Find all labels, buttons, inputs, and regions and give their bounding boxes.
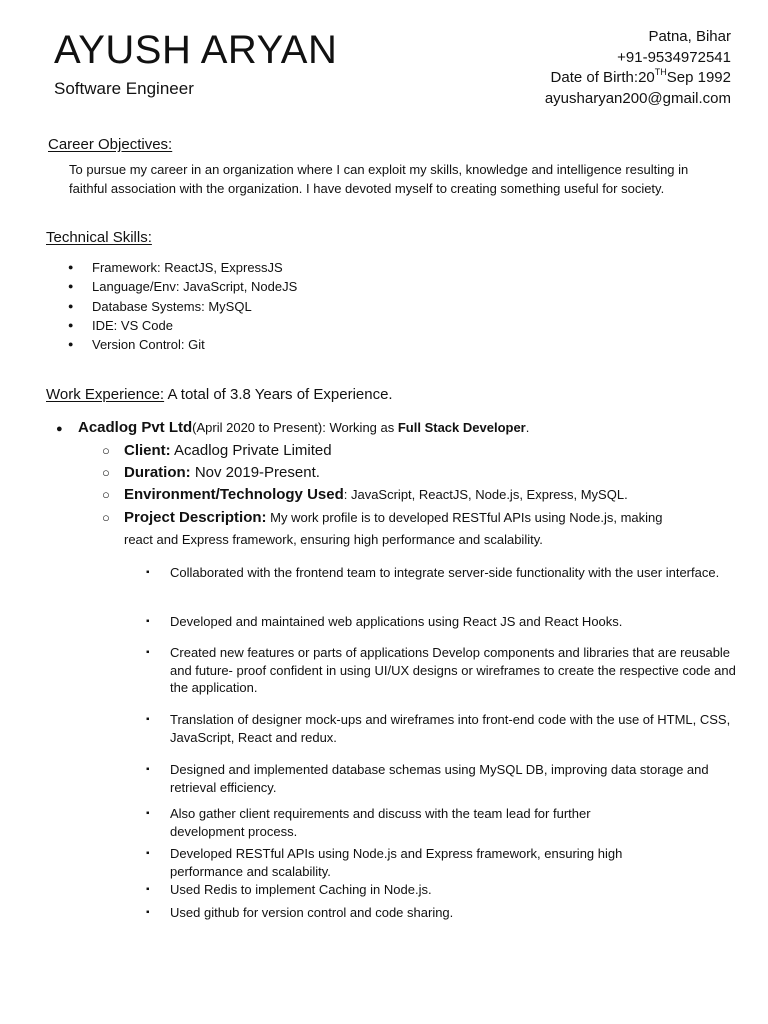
- environment-label: Environment/Technology Used: [124, 486, 344, 503]
- list-item: ● Version Control: Git: [68, 335, 297, 354]
- responsibility-text: Used Redis to implement Caching in Node.js.: [170, 882, 432, 897]
- list-item: ● Database Systems: MySQL: [68, 297, 297, 316]
- candidate-title: Software Engineer: [54, 79, 194, 98]
- dob-superscript: TH: [654, 67, 667, 77]
- phone-text: +91-9534972541: [617, 48, 731, 66]
- responsibility-text: Collaborated with the frontend team to integrate server-side functionality with the user interface.: [170, 565, 720, 580]
- bullet-icon: ●: [56, 423, 63, 435]
- circle-bullet-icon: ○: [102, 510, 110, 525]
- list-item: ● Language/Env: JavaScript, NodeJS: [68, 277, 297, 296]
- project-description-value: My work profile is to developed RESTful APIs using Node.js, making: [266, 510, 663, 525]
- responsibility-text: Also gather client requirements and discuss with the team lead for further development process.: [170, 806, 591, 839]
- square-bullet-icon: ▪: [146, 848, 150, 859]
- square-bullet-icon: ▪: [146, 884, 150, 895]
- responsibility-text: Created new features or parts of applications Develop components and libraries that are reusable and future- proof confident in using UI/UX designs or wireframes to create the respective code and the application.: [170, 645, 736, 695]
- work-experience-heading: [46, 386, 393, 404]
- square-bullet-icon: ▪: [146, 808, 150, 819]
- location-text: Patna, Bihar: [648, 28, 731, 45]
- square-bullet-icon: ▪: [146, 616, 150, 627]
- list-item: ● Framework: ReactJS, ExpressJS: [68, 258, 297, 277]
- dob-suffix: Sep 1992: [666, 69, 731, 86]
- circle-bullet-icon: ○: [102, 487, 110, 502]
- work-experience-heading-text: Work Experience:: [46, 386, 165, 403]
- list-item: ● IDE: VS Code: [68, 316, 297, 335]
- project-description-label: Project Description:: [124, 509, 267, 526]
- career-objectives-heading: [48, 136, 172, 154]
- email-text: ayusharyan200@gmail.com: [544, 89, 731, 107]
- responsibility-text: Developed and maintained web applications using React JS and React Hooks.: [170, 614, 623, 629]
- company-period: (April 2020 to Present): Working as: [192, 420, 398, 435]
- square-bullet-icon: ▪: [146, 764, 150, 775]
- client-label: Client:: [124, 442, 171, 459]
- candidate-name: AYUSH ARYAN: [54, 28, 338, 72]
- technical-skills-heading-text: Technical Skills:: [46, 229, 152, 246]
- work-experience-summary: A total of 3.8 Years of Experience.: [164, 386, 393, 403]
- duration-value: Nov 2019-Present.: [190, 464, 320, 481]
- technical-skills-list: [68, 258, 297, 354]
- circle-bullet-icon: ○: [102, 465, 110, 480]
- company-entry: [56, 418, 529, 439]
- company-role: Full Stack Developer: [397, 420, 526, 435]
- client-value: Acadlog Private Limited: [170, 442, 332, 459]
- duration-label: Duration:: [124, 464, 191, 481]
- square-bullet-icon: ▪: [146, 647, 150, 658]
- responsibility-text: Translation of designer mock-ups and wireframes into front-end code with the use of HTML, CSS, JavaScript, React and redux.: [170, 712, 731, 745]
- square-bullet-icon: ▪: [146, 714, 150, 725]
- project-description-continued: react and Express framework, ensuring high performance and scalability.: [124, 532, 543, 547]
- company-name: Acadlog Pvt Ltd: [78, 419, 193, 436]
- circle-bullet-icon: ○: [102, 443, 110, 458]
- career-objectives-text: To pursue my career in an organization where I can exploit my skills, knowledge and intelligence resulting in faithful association with the organization. I have devoted myself to creating something useful for society.: [69, 162, 689, 196]
- square-bullet-icon: ▪: [146, 907, 150, 918]
- company-end: .: [525, 420, 530, 435]
- technical-skills-heading: [46, 229, 152, 247]
- responsibility-text: Developed RESTful APIs using Node.js and Express framework, ensuring high performance and scalability.: [170, 846, 623, 879]
- dob-prefix: Date of Birth:20: [550, 69, 655, 86]
- date-of-birth: [545, 68, 731, 89]
- responsibility-text: Used github for version control and code sharing.: [170, 905, 454, 920]
- square-bullet-icon: ▪: [146, 567, 150, 578]
- contact-block: [545, 27, 731, 109]
- responsibility-text: Designed and implemented database schemas using MySQL DB, improving data storage and retrieval efficiency.: [170, 762, 709, 795]
- career-objectives-heading-text: Career Objectives:: [48, 136, 173, 153]
- environment-value: : JavaScript, ReactJS, Node.js, Express, MySQL.: [343, 487, 628, 502]
